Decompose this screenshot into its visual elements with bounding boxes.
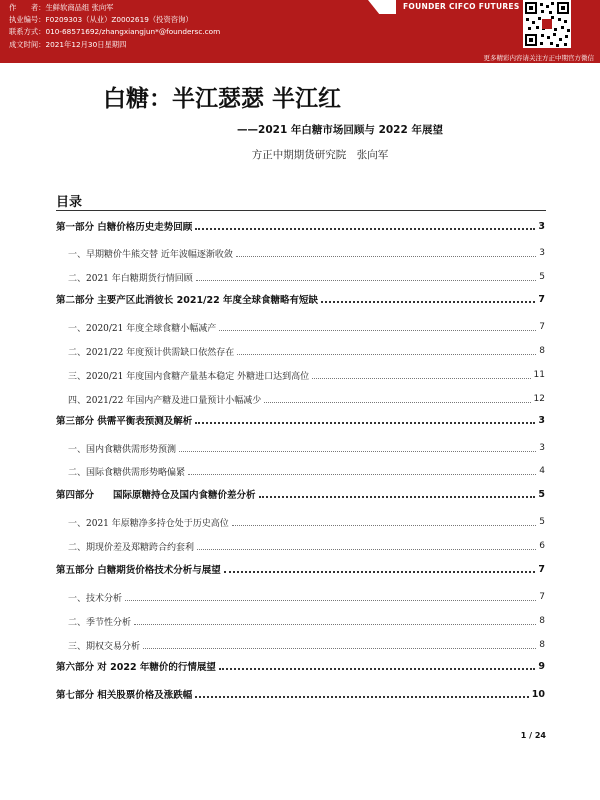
toc-entry-page: 4 <box>539 466 545 476</box>
toc-leader-dots <box>219 668 536 670</box>
toc-section-entry[interactable] <box>0 291 600 307</box>
toc-divider <box>56 210 546 211</box>
toc-entry-page: 5 <box>539 272 545 282</box>
toc-entry-label: 一、2020/21 年度全球食糖小幅减产 <box>68 323 217 334</box>
wechat-follow-note: 更多精彩内容请关注方正中期官方微信 <box>483 54 594 62</box>
toc-entry-page: 10 <box>531 688 545 700</box>
toc-section-entry[interactable] <box>0 658 600 674</box>
toc-entry-label: 三、期权交易分析 <box>68 641 141 652</box>
toc-subsection-entry[interactable] <box>0 319 600 335</box>
toc-leader-dots <box>195 696 528 698</box>
toc-entry-page: 11 <box>533 370 545 380</box>
toc-subsection-entry[interactable] <box>0 367 600 383</box>
toc-entry-page: 3 <box>539 443 545 453</box>
toc-entry-page: 8 <box>539 616 545 626</box>
toc-leader-dots <box>237 354 536 355</box>
toc-entry-page: 7 <box>538 293 545 305</box>
toc-subsection-entry[interactable] <box>0 538 600 554</box>
toc-leader-dots <box>236 256 536 257</box>
toc-leader-dots <box>188 474 536 475</box>
toc-entry-label: 第三部分 供需平衡表预测及解析 <box>56 416 193 427</box>
toc-entry-page: 5 <box>539 517 545 527</box>
toc-leader-dots <box>219 330 536 331</box>
author-line: 作 者：生鲜软商品组 张向军 <box>9 3 114 12</box>
toc-entry-label: 一、国内食糖供需形势预测 <box>68 444 177 455</box>
toc-subsection-entry[interactable] <box>0 589 600 605</box>
toc-entry-label: 第六部分 对 2022 年糖价的行情展望 <box>56 662 216 673</box>
toc-leader-dots <box>134 624 536 625</box>
toc-entry-label: 第七部分 相关股票价格及涨跌幅 <box>56 690 193 701</box>
author-info-block <box>9 2 220 51</box>
toc-entry-label: 第一部分 白糖价格历史走势回顾 <box>56 222 193 233</box>
toc-entry-label: 二、期现价差及郑糖跨合约套利 <box>68 542 195 553</box>
toc-subsection-entry[interactable] <box>0 613 600 629</box>
toc-subsection-entry[interactable] <box>0 391 600 407</box>
toc-entry-page: 3 <box>538 220 545 232</box>
toc-section-entry[interactable] <box>0 686 600 702</box>
toc-subsection-entry[interactable] <box>0 440 600 456</box>
date-line: 成文时间：2021年12月30日星期四 <box>9 39 127 49</box>
page-number: 1 / 24 <box>520 731 546 740</box>
toc-heading: 目录 <box>56 195 83 210</box>
report-header-banner <box>0 0 600 63</box>
toc-leader-dots <box>196 280 536 281</box>
logo-mark-icon <box>368 0 396 14</box>
toc-entry-label: 第五部分 白糖期货价格技术分析与展望 <box>56 565 221 576</box>
toc-entry-page: 7 <box>539 592 545 602</box>
toc-entry-page: 5 <box>538 488 545 500</box>
toc-entry-page: 3 <box>539 248 545 258</box>
toc-entry-label: 二、国际食糖供需形势略偏紧 <box>68 467 186 478</box>
toc-entry-page: 7 <box>538 563 545 575</box>
toc-entry-label: 一、2021 年原糖净多持仓处于历史高位 <box>68 518 229 529</box>
toc-entry-label: 一、技术分析 <box>68 593 123 604</box>
toc-subsection-entry[interactable] <box>0 245 600 261</box>
toc-subsection-entry[interactable] <box>0 514 600 530</box>
toc-entry-page: 9 <box>538 660 545 672</box>
toc-entry-label: 二、2021 年白糖期货行情回顾 <box>68 273 193 284</box>
toc-entry-page: 8 <box>539 346 545 356</box>
contact-line: 联系方式：010-68571692/zhangxiangjun*@foundersc.com <box>9 27 221 37</box>
toc-entry-page: 6 <box>539 541 545 551</box>
toc-subsection-entry[interactable] <box>0 343 600 359</box>
toc-entry-label: 二、季节性分析 <box>68 617 132 628</box>
toc-leader-dots <box>197 549 536 550</box>
toc-entry-label: 第二部分 主要产区此消彼长 2021/22 年度全球食糖略有短缺 <box>56 295 319 306</box>
toc-entry-label: 第四部分 国际原糖持仓及国内食糖价差分析 <box>56 490 256 501</box>
toc-subsection-entry[interactable] <box>0 269 600 285</box>
toc-leader-dots <box>125 600 536 601</box>
toc-leader-dots <box>195 422 535 424</box>
toc-entry-page: 8 <box>539 640 545 650</box>
toc-subsection-entry[interactable] <box>0 463 600 479</box>
toc-leader-dots <box>321 301 535 303</box>
toc-entry-page: 3 <box>538 414 545 426</box>
toc-entry-label: 四、2021/22 年国内产糖及进口量预计小幅减少 <box>68 395 262 406</box>
company-logo <box>368 0 520 21</box>
toc-section-entry[interactable] <box>0 561 600 577</box>
toc-leader-dots <box>224 571 536 573</box>
toc-section-entry[interactable] <box>0 486 600 502</box>
toc-section-entry[interactable] <box>0 218 600 234</box>
toc-leader-dots <box>259 496 536 498</box>
license-line: 执业编号：F0209303（从业）Z0002619（投资咨询） <box>9 15 193 25</box>
toc-leader-dots <box>264 402 530 403</box>
toc-entry-page: 7 <box>539 322 545 332</box>
report-title: 白糖：半江瑟瑟 半江红 <box>103 85 342 112</box>
toc-leader-dots <box>312 378 530 379</box>
toc-leader-dots <box>232 525 536 526</box>
company-name: FOUNDER CIFCO FUTURES <box>403 2 520 11</box>
toc-entry-label: 一、早期糖价牛熊交替 近年波幅逐渐收敛 <box>68 249 233 260</box>
report-subtitle: ——2021 年白糖市场回顾与 2022 年展望 <box>237 124 443 136</box>
toc-leader-dots <box>179 451 536 452</box>
toc-section-entry[interactable] <box>0 412 600 428</box>
report-author: 方正中期期货研究院 张向军 <box>251 149 389 161</box>
toc-subsection-entry[interactable] <box>0 637 600 653</box>
toc-entry-page: 12 <box>533 394 545 404</box>
toc-leader-dots <box>143 648 536 649</box>
toc-entry-label: 三、2020/21 年度国内食糖产量基本稳定 外糖进口达到高位 <box>68 371 310 382</box>
qr-code-icon <box>523 0 571 48</box>
toc-leader-dots <box>195 228 535 230</box>
toc-entry-label: 二、2021/22 年度预计供需缺口依然存在 <box>68 347 235 358</box>
